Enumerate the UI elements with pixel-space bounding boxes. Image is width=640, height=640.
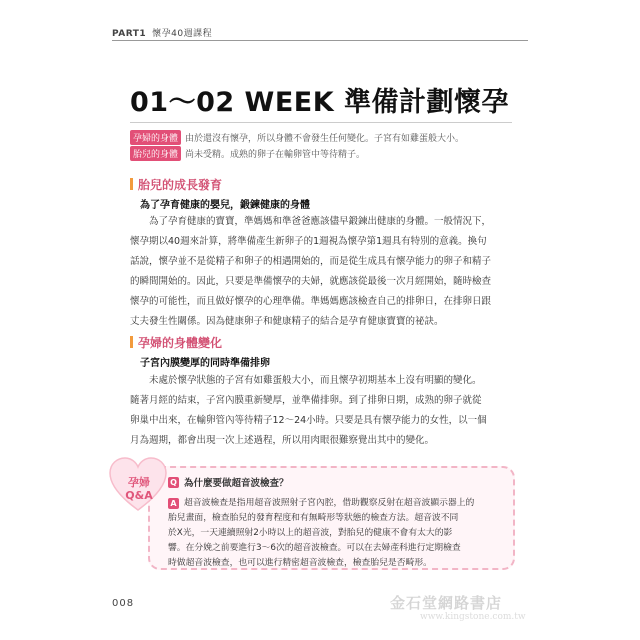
status-tag: 孕婦的身體 — [130, 130, 181, 145]
page-number: 008 — [112, 598, 135, 609]
section-heading-body-change: 孕婦的身體變化 — [130, 334, 222, 351]
paragraph-line: 的瞬間開始的。因此，只要是準備懷孕的夫婦，就應該從最後一次月經開始，隨時檢查 — [130, 276, 492, 287]
page-title: 01～02 WEEK 準備計劃懷孕 — [130, 87, 510, 118]
header-section: 懷孕40週課程 — [152, 29, 213, 39]
status-row-fetus — [130, 146, 365, 161]
paragraph-line: 月為週期，都會出現一次上述過程，所以用肉眼很難察覺出其中的變化。 — [130, 435, 435, 446]
paragraph-line: 隨著月經的結束，子宮內膜重新變厚，並準備排卵。到了排卵日期，成熟的卵子就從 — [130, 395, 482, 406]
a-badge: A — [168, 498, 179, 509]
header-part: PART1 — [112, 29, 147, 39]
paragraph-line: 卵巢中出來，在輸卵管內等待精子12～24小時。只要是具有懷孕能力的女性，以一個 — [130, 415, 487, 426]
qa-answer — [168, 496, 508, 571]
watermark-logo: 金石堂網路書店 — [390, 594, 503, 612]
title-divider — [130, 122, 512, 123]
section-bar-icon — [130, 178, 133, 190]
status-tag: 胎兒的身體 — [130, 146, 181, 161]
answer-line: 響。在分娩之前要進行3～6次的超音波檢查。可以在去婦產科進行定期檢查 — [168, 543, 461, 553]
status-text: 由於還沒有懷孕，所以身體不會發生任何變化。子宮有如雞蛋般大小。 — [185, 134, 465, 144]
section-bar-icon — [130, 336, 133, 348]
q-badge: Q — [168, 477, 179, 488]
watermark-url: www.kingstone.com.tw — [420, 612, 526, 622]
paragraph-line: 懷孕期以40週來計算，將準備產生新卵子的1週視為懷孕第1週具有特別的意義。換句 — [130, 236, 487, 247]
answer-line: 於X光，一天連續照射2小時以上的超音波，對胎兒的健康不會有太大的影 — [168, 528, 453, 538]
status-row-mother — [130, 130, 464, 145]
answer-line: 胎兒畫面，檢查胎兒的發育程度和有無畸形等狀態的檢查方法。超音波不同 — [168, 513, 459, 523]
answer-line: 時做超音波檢查，也可以進行精密超音波檢查，檢查胎兒是否畸形。 — [168, 558, 432, 568]
question-text: 為什麼要做超音波檢查？ — [184, 478, 289, 489]
header-divider — [112, 40, 528, 41]
section2-paragraph — [130, 371, 512, 451]
paragraph-line: 丈夫發生性關係。因為健康卵子和健康精子的結合是孕育健康寶寶的祕訣。 — [130, 316, 444, 327]
running-header — [112, 26, 212, 39]
section-subheading: 子宮內膜變厚的同時準備排卵 — [140, 358, 270, 369]
section1-paragraph — [130, 212, 512, 332]
answer-line: 超音波檢查是指用超音波照射子宮內腔，借助觀察反射在超音波顯示器上的 — [184, 498, 475, 508]
paragraph-line: 未處於懷孕狀態的子宮有如雞蛋般大小，而且懷孕初期基本上沒有明顯的變化。 — [130, 375, 482, 386]
status-text: 尚未受精。成熟的卵子在輸卵管中等待精子。 — [185, 150, 366, 160]
paragraph-line: 懷孕的可能性，而且做好懷孕的心理準備。準媽媽應該檢查自己的排卵日，在排卵日跟 — [130, 296, 492, 307]
qa-question — [168, 475, 289, 489]
qa-label: 孕婦 Q&A — [125, 476, 153, 502]
section-subheading: 為了孕育健康的嬰兒，鍛鍊健康的身體 — [140, 200, 310, 211]
paragraph-line: 為了孕育健康的寶寶，準媽媽和準爸爸應該儘早鍛鍊出健康的身體。一般情況下， — [130, 216, 492, 227]
section-heading-fetal-growth: 胎兒的成長發育 — [130, 176, 222, 193]
paragraph-line: 話說，懷孕並不是從精子和卵子的相遇開始的，而是從生成具有懷孕能力的卵子和精子 — [130, 256, 492, 267]
